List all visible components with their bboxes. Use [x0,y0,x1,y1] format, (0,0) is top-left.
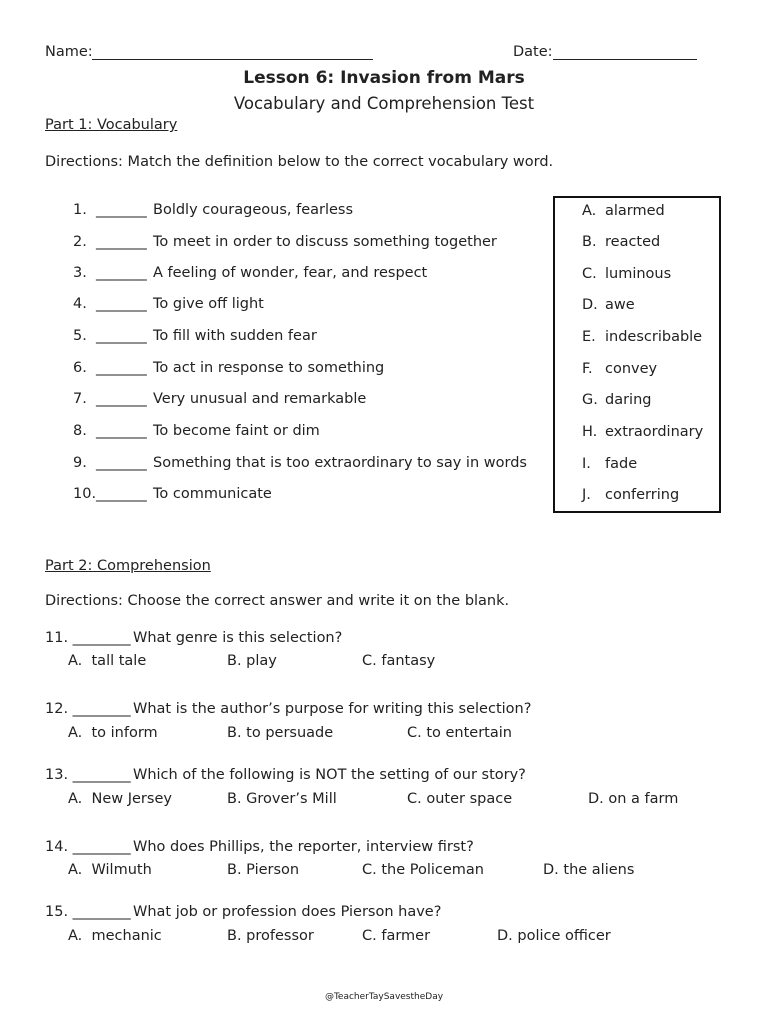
answer-option: C. the Policeman [362,862,484,878]
name-field[interactable] [92,59,373,60]
page-title: Lesson 6: Invasion from Mars [243,68,525,88]
answer-option: A. New Jersey [68,791,172,807]
answer-option: A. Wilmuth [68,862,152,878]
question-number-blank[interactable]: 15. ________ [45,904,131,920]
vocab-item-blank[interactable]: _______ [96,423,147,439]
word-bank-letter: A. [582,203,597,219]
vocab-item-number: 9. [73,455,87,471]
part2-heading: Part 2: Comprehension [45,558,211,574]
vocab-item-number: 7. [73,391,87,407]
name-label: Name: [45,44,93,60]
answer-option: D. the aliens [543,862,635,878]
vocab-item-definition: Something that is too extraordinary to say in words [153,455,527,471]
word-bank-word: awe [605,297,635,313]
word-bank-letter: E. [582,329,596,345]
vocab-item-number: 6. [73,360,87,376]
vocab-item-blank[interactable]: _______ [96,455,147,471]
vocab-item-blank[interactable]: _______ [96,202,147,218]
vocab-item-definition: To give off light [153,296,264,312]
vocab-item-blank[interactable]: _______ [96,391,147,407]
vocab-item-definition: Boldly courageous, fearless [153,202,354,218]
word-bank-letter: H. [582,424,598,440]
question-text: What genre is this selection? [133,630,343,646]
question-text: What job or profession does Pierson have? [133,904,442,920]
page-subtitle: Vocabulary and Comprehension Test [233,94,535,113]
answer-option: B. Pierson [227,862,300,878]
vocab-item-blank[interactable]: _______ [96,296,147,312]
answer-option: D. police officer [497,928,611,944]
question-number-blank[interactable]: 12. ________ [45,701,131,717]
vocab-item-number: 3. [73,265,87,281]
part1-directions: Directions: Match the definition below to the correct vocabulary word. [45,154,554,170]
answer-option: C. to entertain [407,725,512,741]
answer-option: B. Grover’s Mill [227,791,337,807]
word-bank-letter: D. [582,297,598,313]
answer-option: A. to inform [68,725,158,741]
vocab-item-number: 1. [73,202,87,218]
answer-option: B. to persuade [227,725,334,741]
word-bank-word: extraordinary [605,424,704,440]
answer-option: C. outer space [407,791,513,807]
vocab-item-number: 5. [73,328,87,344]
vocab-item-definition: To act in response to something [153,360,385,376]
word-bank-letter: I. [582,456,591,472]
vocab-item-blank[interactable]: _______ [96,360,147,376]
question-number-blank[interactable]: 13. ________ [45,767,131,783]
vocab-item-number: 2. [73,234,87,250]
vocab-item-definition: To communicate [153,486,272,502]
word-bank-letter: C. [582,266,597,282]
word-bank-word: fade [605,456,638,472]
vocab-item-blank[interactable]: _______ [96,265,147,281]
vocab-item-blank[interactable]: _______ [96,328,147,344]
date-label: Date: [513,44,553,60]
date-field[interactable] [553,59,697,60]
answer-option: B. professor [227,928,314,944]
word-bank-word: daring [605,392,652,408]
answer-option: A. tall tale [68,653,147,669]
answer-option: C. farmer [362,928,431,944]
question-text: Which of the following is NOT the setting of our story? [133,767,526,783]
answer-option: B. play [227,653,277,669]
part2-directions: Directions: Choose the correct answer and write it on the blank. [45,593,510,609]
vocab-item-definition: To meet in order to discuss something together [153,234,497,250]
part1-heading: Part 1: Vocabulary [45,117,178,133]
word-bank-word: alarmed [605,203,665,219]
footer-credit: @TeacherTaySavestheDay [324,992,444,1002]
question-number-blank[interactable]: 11. ________ [45,630,131,646]
word-bank-letter: F. [582,361,593,377]
vocab-item-number: 8. [73,423,87,439]
answer-option: C. fantasy [362,653,436,669]
word-bank-word: convey [605,361,658,377]
vocab-item-definition: Very unusual and remarkable [153,391,367,407]
word-bank-word: reacted [605,234,661,250]
vocab-item-blank[interactable]: _______ [96,486,147,502]
word-bank-letter: G. [582,392,598,408]
word-bank-word: indescribable [605,329,703,345]
word-bank-letter: B. [582,234,597,250]
answer-option: A. mechanic [68,928,162,944]
answer-option: D. on a farm [588,791,679,807]
question-number-blank[interactable]: 14. ________ [45,839,131,855]
word-bank-letter: J. [582,487,591,503]
vocab-item-number: 4. [73,296,87,312]
vocab-item-definition: To become faint or dim [153,423,320,439]
vocab-item-definition: To fill with sudden fear [153,328,317,344]
word-bank-word: luminous [605,266,672,282]
question-text: What is the author’s purpose for writing this selection? [133,701,532,717]
vocab-item-blank[interactable]: _______ [96,234,147,250]
question-text: Who does Phillips, the reporter, interview first? [133,839,474,855]
vocab-item-definition: A feeling of wonder, fear, and respect [153,265,428,281]
vocab-item-number: 10. [73,486,97,502]
word-bank-word: conferring [605,487,680,503]
